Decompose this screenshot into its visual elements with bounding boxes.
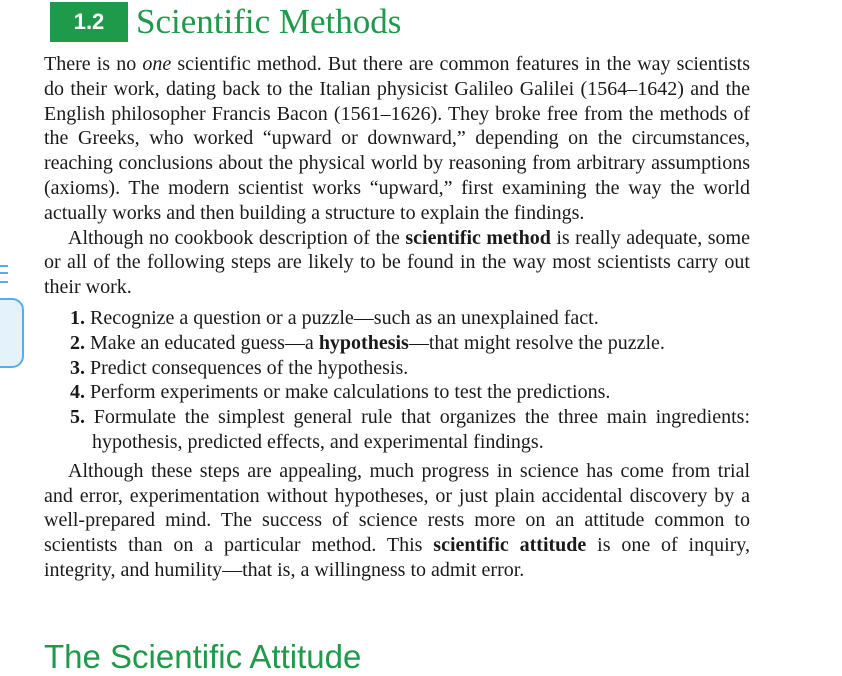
paragraph-intro: There is no one scientific method. But there are common features in the way scientists do their work, dating back to the Italian physicist Galileo Galilei (1564–1642) and the English philosopher Francis Bacon (1561–1626). They broke free from the methods of the Greeks, who worked “upward or downward,” depending on the circumstances, reaching conclusions about the physical world by reasoning from arbitrary assumptions (axioms). The modern scientist works “upward,” first examining the way the world actually works and then building a structure to explain the findings. (44, 53, 750, 224)
section-body (44, 52, 750, 583)
key-term-scientific-attitude: scientific attitude (433, 534, 587, 557)
emphasis-one: one (142, 53, 172, 75)
key-term-scientific-method: scientific method (405, 226, 551, 249)
steps-list (44, 306, 750, 455)
next-section-heading: The Scientific Attitude (44, 638, 362, 675)
list-item: 2. Make an educated guess—a hypothesis—that might resolve the puzzle. (70, 331, 665, 354)
paragraph-steps-intro: Although no cookbook description of the scientific method is really adequate, some or all of the following steps are likely to be found in the way most scientists carry out their work. (44, 226, 750, 299)
key-term-hypothesis: hypothesis (318, 331, 409, 354)
paragraph-attitude: Although these steps are appealing, much progress in science has come from trial and error, experimentation without hypotheses, or just plain accidental discovery by a well-prepared mind. The success of science rests more on an attitude common to scientists than on a particular method. This scientific attitude is one of inquiry, integrity, and humility—that is, a willingness to admit error. (44, 459, 750, 581)
section-number: 1.2 (50, 2, 128, 42)
section-heading (50, 0, 401, 42)
margin-note-box (0, 298, 24, 368)
list-item: 5. Formulate the simplest general rule that organizes the three main ingredients: hypothesis, predicted effects, and experimental findings. (70, 406, 750, 453)
margin-marker-icon (0, 265, 8, 283)
list-item: 3. Predict consequences of the hypothesis. (70, 356, 409, 379)
list-item: 1. Recognize a question or a puzzle—such as an unexplained fact. (70, 306, 599, 329)
list-item: 4. Perform experiments or make calculations to test the predictions. (70, 381, 611, 404)
section-title: Scientific Methods (136, 2, 402, 41)
